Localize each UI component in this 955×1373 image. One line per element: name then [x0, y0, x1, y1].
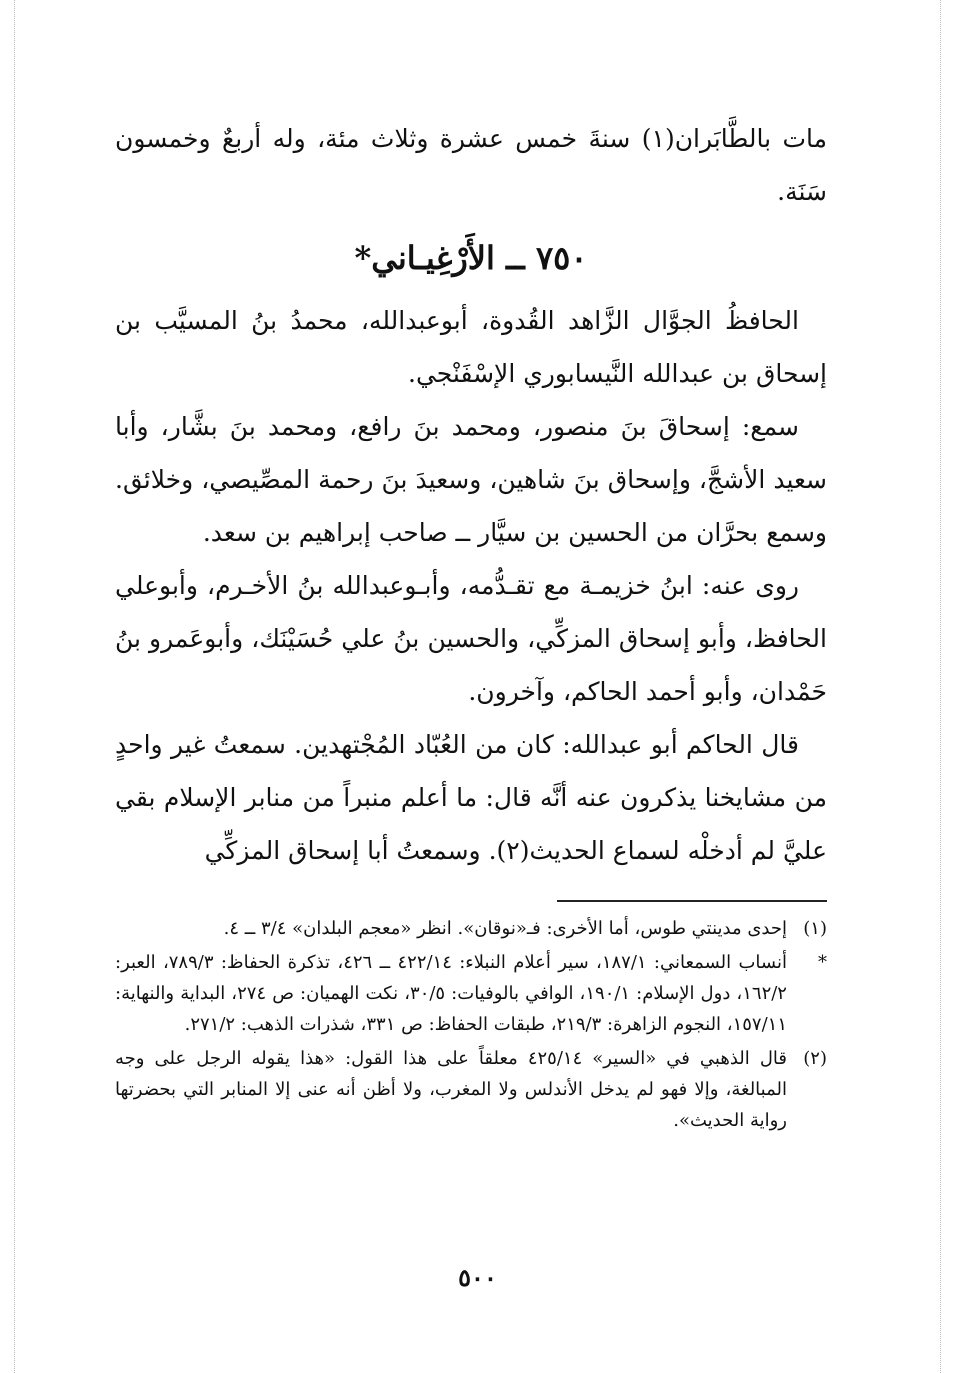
footnote-1 [115, 913, 827, 944]
page-number: ٥٠٠ [458, 1263, 497, 1292]
footnote-marker: * [818, 952, 827, 973]
footnote-sources [115, 947, 827, 1040]
footnotes [115, 913, 827, 1139]
footnote-text: إحدى مدينتي طوس، أما الأخرى: فـ«نوقان». انظر «معجم البلدان» ٣/٤ ــ ٤. [223, 918, 787, 939]
paragraph-1: الحافظُ الجوَّال الزَّاهد القُدوة، أبوعبدالله، محمدُ بنُ المسيَّب بن إسحاق بن عبدالله النَّيسابوري الإسْفَنْجي. [115, 306, 827, 388]
left-scan-edge [14, 0, 15, 1373]
footnote-text: أنساب السمعاني: ١٨٧/١، سير أعلام النبلاء: ٤٢٢/١٤ ــ ٤٢٦، تذكرة الحفاظ: ٧٨٩/٣، العبر: ١٦٢/٢، دول الإسلام: ١٩٠/١، الوافي بالوفيات: ٣٠/٥، نكت الهميان: ص ٢٧٤، البداية والنهاية: ١٥٧/١١، النجوم الزاهرة: ٢١٩/٣، طبقات الحفاظ: ص ٣٣١، شذرات الذهب: ٢٧١/٢. [115, 952, 787, 1035]
footnote-2 [115, 1043, 827, 1136]
paragraph-3: روى عنه: ابنُ خزيمـة مع تقـدُّمه، وأبـوعبدالله بنُ الأخـرم، وأبوعلي الحافظ، وأبو إسحاق المزكِّي، والحسين بنُ علي حُسَيْنَك، وأبوعَمرو بنُ حَمْدان، وأبو أحمد الحاكم، وآخرون. [115, 571, 827, 706]
footnote-marker: (٢) [803, 1048, 827, 1069]
paragraph-intro: مات بالطَّابَران(١) سنةَ خمس عشرة وثلاث مئة، وله أربعٌ وخمسون سَنَة. [115, 124, 828, 206]
footnote-divider [557, 900, 827, 902]
main-text [115, 112, 827, 877]
footnote-marker: (١) [803, 918, 827, 939]
paragraph-2: سمع: إسحاقَ بنَ منصور، ومحمد بنَ رافع، ومحمد بنَ بشَّار، وأبا سعيد الأشجَّ، وإسحاق بنَ شاهين، وسعيدَ بنَ رحمة المصِّيصي، وخلائق. وسمع بحرَّان من الحسين بن سيَّار ــ صاحب إبراهيم بن سعد. [115, 412, 827, 547]
footnote-text: قال الذهبي في «السير» ٤٢٥/١٤ معلقاً على هذا القول: «هذا يقوله الرجل على وجه المبالغة، وإلا فهو لم يدخل الأندلس ولا المغرب، ولا أظن أنه عنى إلا المنابر التي بحضرتها رواية الحديث». [115, 1048, 787, 1131]
paragraph-4: قال الحاكم أبو عبدالله: كان من العُبّاد المُجْتهدين. سمعتُ غير واحدٍ من مشايخنا يذكرون عنه أنَّه قال: ما أعلم منبراً من منابر الإسلام بقي عليَّ لم أدخلْه لسماع الحديث(٢). وسمعتُ أبا إسحاق المزكِّي [115, 730, 827, 865]
right-scan-edge [940, 0, 941, 1373]
entry-heading: ٧٥٠ ــ الأَرْغِيـاني* [354, 239, 588, 277]
